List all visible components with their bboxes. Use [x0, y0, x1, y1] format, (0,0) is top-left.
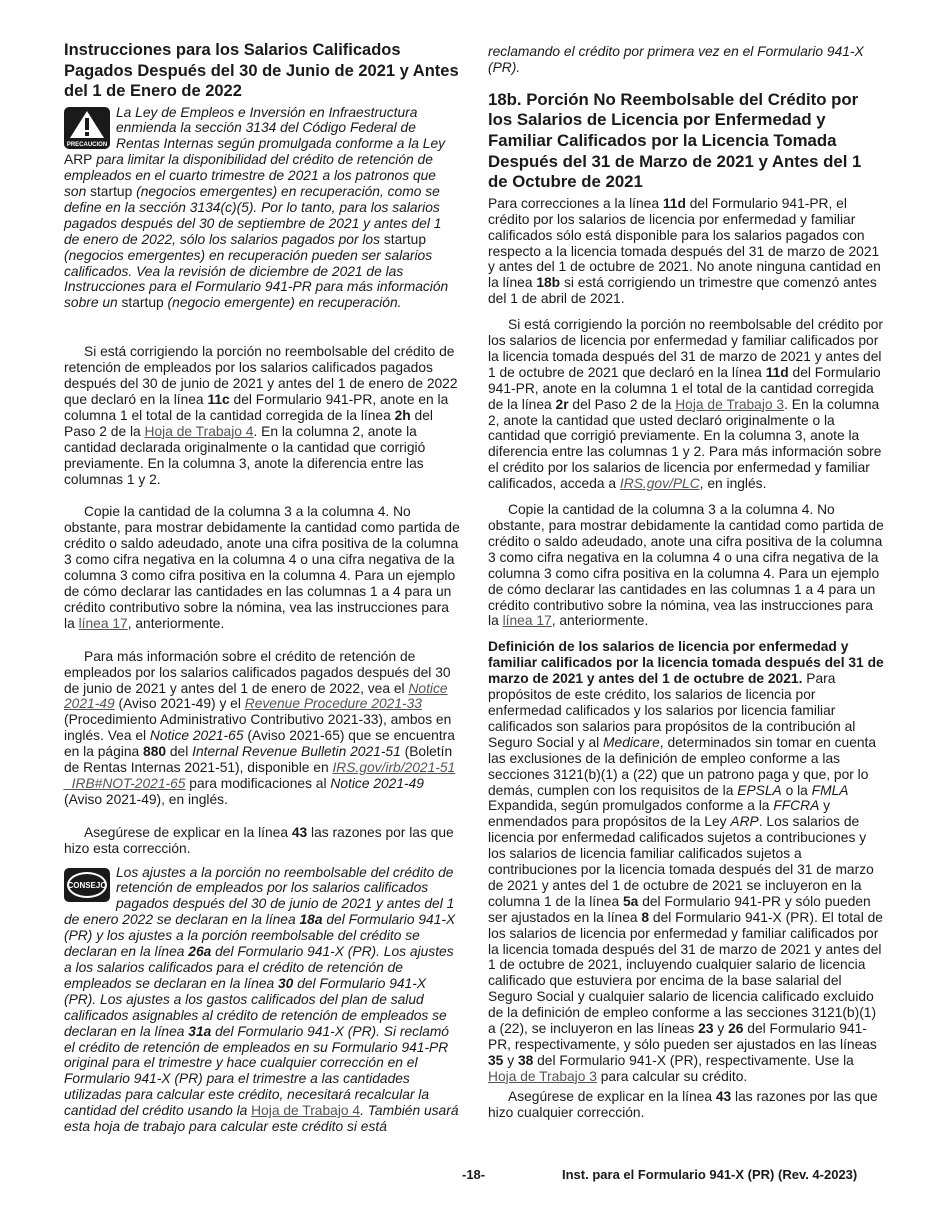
- tip-icon-label: CONSEJO: [67, 880, 107, 890]
- definition-lead: Definición de los salarios de licencia por enfermedad y familiar calificados por la licencia tomada después del 31 de marzo de 2021 y antes del 1 de octubre de 2021.: [488, 639, 884, 687]
- left-paragraph-3: Para más información sobre el crédito de retención de empleados por los salarios calificados pagados después del 30 de junio de 2021 y antes del 1 de enero de 2022, vea el Notice 2021-49 (Aviso 2021-49) y el Revenue Procedure 2021-33 (Procedimiento Administrativo Contributivo 2021-33), ambos en inglés. Vea el Notice 2021-65 (Aviso 2021-65) que se encuentra en la página 880 del Internal Revenue Bulletin 2021-51 (Boletín de Rentas Internas 2021-51), disponible en IRS.gov/irb/2021-51_IRB#NOT-2021-65 para modificaciones al Notice 2021-49 (Aviso 2021-49), en inglés.: [64, 648, 456, 807]
- right-continuation: reclamando el crédito por primera vez en el Formulario 941-X (PR).: [488, 44, 864, 75]
- right-paragraph-4: Definición de los salarios de licencia por enfermedad y familiar calificados por la licencia tomada después del 31 de marzo de 2021 y antes del 1 de octubre de 2021. Para propósitos de este crédito, los salarios de licencia por enfermedad calificados y los salarios por licencia familiar calificados son salarios para propósitos de la contribución al Seguro Social y al Medicare, determinados sin tomar en cuenta las exclusiones de la definición de empleo conforme a las secciones 3121(b)(1) a (22) que un patrono paga y que, por lo demás, cumplen con los requisitos de la EPSLA o la FMLA Expandida, según promulgados conforme a la FFCRA y enmendados para propósitos de la Ley ARP. Los salarios de licencia por enfermedad calificados sujetos a contribuciones y los salarios de licencia familiar calificados sujetos a contribuciones por la licencia tomada después del 31 de marzo de 2021 y antes del 1 de octubre de 2021 se incluyeron en la columna 1 de la línea 5a del Formulario 941-PR y sólo pueden ser ajustados en la línea 8 del Formulario 941-X (PR). El total de los salarios de licencia por enfermedad y familiar calificados por la licencia tomada después del 31 de marzo de 2021 y antes del 1 de octubre de 2021, incluyendo cualquier salario de licencia calificado que estuviera por encima de la base salarial del Seguro Social y cualquier salario de licencia calificado excluido de la definición de empleo conforme a las secciones 3121(b)(1) a (22), se incluyeron en las líneas 23 y 26 del Formulario 941-PR, respectivamente, y sólo pueden ser ajustados en las líneas 35 y 38 del Formulario 941-X (PR), respectivamente. Use la Hoja de Trabajo 3 para calcular su crédito.: [488, 639, 884, 1084]
- form-reference: Inst. para el Formulario 941-X (PR) (Rev. 4-2023): [562, 1167, 858, 1182]
- line-17-link[interactable]: línea 17: [78, 615, 128, 631]
- right-column: [488, 40, 884, 1121]
- tip-icon: [64, 868, 110, 902]
- caution-text: La Ley de Empleos e Inversión en Infraestructura enmienda la sección 3134 del Código Federal de Rentas Internas según promulgada conforme a la Ley ARP para limitar la disponibilidad del crédito de retención de empleados en el cuarto trimestre de 2021 a los patronos que son startup (negocios emergentes) en recuperación, como se define en la sección 3134(c)(5). Por lo tanto, para los salarios pagados después del 30 de septiembre de 2021 y antes del 1 de enero de 2022, sólo los salarios pagados por los startup (negocios emergentes) en recuperación pueden ser salarios calificados. Vea la revisión de diciembre de 2021 de las Instrucciones para el Formulario 941-PR para más información sobre un startup (negocio emergente) en recuperación.: [64, 104, 449, 311]
- tip-text: Los ajustes a la porción no reembolsable del crédito de retención de empleados por los salarios calificados pagados después del 30 de junio de 2021 y antes del 1 de enero 2022 se declaran en la línea 18a del Formulario 941-X (PR) y los ajustes a la porción reembolsable del crédito se declaran en la línea 26a del Formulario 941-X (PR). Los ajustes a los salarios calificados para el crédito de retención de empleados se declaran en la línea 30 del Formulario 941-X (PR). Los ajustes a los gastos calificados del plan de salud calificados asignables al crédito de retención de empleados se declaran en la línea 31a del Formulario 941-X (PR). Si reclamó el crédito de retención de empleados en su Formulario 941-PR original para el trimestre y hace cualquier corrección en el Formulario 941-X (PR) para el trimestre a las cantidades utilizadas para calcular este crédito, necesitará recalcular la cantidad del crédito usando la Hoja de Trabajo 4. También usará esta hoja de trabajo para calcular este crédito si está: [64, 864, 459, 1135]
- right-worksheet-3-link[interactable]: Hoja de Trabajo 3: [488, 1068, 597, 1084]
- notice-2021-49-link[interactable]: Notice 2021-49: [64, 680, 448, 712]
- worksheet-3-link[interactable]: Hoja de Trabajo 3: [675, 396, 785, 412]
- right-paragraph-2: Si está corrigiendo la porción no reembolsable del crédito por los salarios de licencia por enfermedad y familiar calificados por la licencia tomada después del 31 de marzo de 2021 y antes del 1 de octubre de 2021 que declaró en la línea 11d del Formulario 941-PR, anote en la columna 1 el total de la cantidad corregida de la línea 2r del Paso 2 de la Hoja de Trabajo 3. En la columna 2, anote la cantidad que usted declaró originalmente o la cantidad que corrigió previamente. En la columna 3, anote la diferencia entre las columnas 1 y 2. Para más información sobre el crédito por los salarios de licencia por enfermedad y familiar calificados, acceda a IRS.gov/PLC, en inglés.: [488, 317, 884, 492]
- right-line-17-link[interactable]: línea 17: [502, 613, 552, 629]
- left-paragraph-4: Asegúrese de explicar en la línea 43 las razones por las que hizo esta corrección.: [64, 824, 454, 856]
- right-paragraph-5: Asegúrese de explicar en la línea 43 las razones por las que hizo cualquier corrección.: [488, 1088, 878, 1120]
- right-paragraph-1: Para correcciones a la línea 11d del Formulario 941-PR, el crédito por los salarios de licencia por enfermedad y familiar calificados sólo está disponible para los salarios pagados con respecto a la licencia tomada después del 31 de marzo de 2021 y antes del 1 de octubre de 2021. No anote ninguna cantidad en la línea 18b si está corrigiendo un trimestre que comenzó antes del 1 de abril de 2021.: [488, 195, 881, 307]
- left-paragraph-1: Si está corrigiendo la porción no reembolsable del crédito de retención de empleados por los salarios calificados pagados después del 30 de junio de 2021 y antes del 1 de enero de 2022 que declaró en la línea 11c del Formulario 941-PR, anote en la columna 1 el total de la cantidad corregida de la línea 2h del Paso 2 de la Hoja de Trabajo 4. En la columna 2, anote la cantidad declarada originalmente o la cantidad que corrigió previamente. En la columna 3, anote la diferencia entre las columnas 1 y 2.: [64, 344, 458, 487]
- right-paragraph-3: Copie la cantidad de la columna 3 a la columna 4. No obstante, para mostrar debidamente la cantidad como partida de crédito o saldo adeudado, anote una cifra positiva de la columna 3 como cifra negativa en la columna 4 o una cifra negativa de la columna 3 como cifra positiva en la columna 4. Para un ejemplo de cómo declarar las cantidades en las columnas 1 a 4 para un crédito contributivo sobre la nómina, vea las instrucciones para la línea 17, anteriormente.: [488, 502, 884, 629]
- caution-icon-label: PRECAUCION: [66, 141, 108, 148]
- tip-worksheet-4-link[interactable]: Hoja de Trabajo 4: [251, 1103, 361, 1119]
- right-section-heading: 18b. Porción No Reembolsable del Crédito por los Salarios de Licencia por Enfermedad y Familiar Calificados por la Licencia Tomada Después del 31 de Marzo de 2021 y Antes del 1 de Octubre de 2021: [488, 89, 862, 192]
- left-column: [64, 40, 460, 1135]
- caution-icon: [64, 107, 110, 149]
- revenue-procedure-link[interactable]: Revenue Procedure 2021-33: [244, 696, 422, 712]
- left-section-heading: Instrucciones para los Salarios Calificados Pagados Después del 30 de Junio de 2021 y Antes del 1 de Enero de 2022: [64, 41, 459, 100]
- tip-note: [64, 865, 460, 1135]
- irs-plc-link[interactable]: IRS.gov/PLC: [619, 476, 700, 492]
- left-paragraph-2: Copie la cantidad de la columna 3 a la columna 4. No obstante, para mostrar debidamente la cantidad como partida de crédito o saldo adeudado, anote una cifra positiva de la columna 3 como cifra negativa en la columna 4 o una cifra negativa de la columna 3 como cifra positiva en la columna 4. Para un ejemplo de cómo declarar las cantidades en las columnas 1 a 4 para un crédito contributivo sobre la nómina, vea las instrucciones para la línea 17, anteriormente.: [64, 504, 460, 631]
- page-number: -18-: [462, 1167, 486, 1182]
- irb-link[interactable]: IRS.gov/irb/2021-51_IRB#NOT-2021-65: [64, 760, 456, 791]
- worksheet-4-link[interactable]: Hoja de Trabajo 4: [144, 423, 254, 439]
- caution-note: [64, 105, 460, 312]
